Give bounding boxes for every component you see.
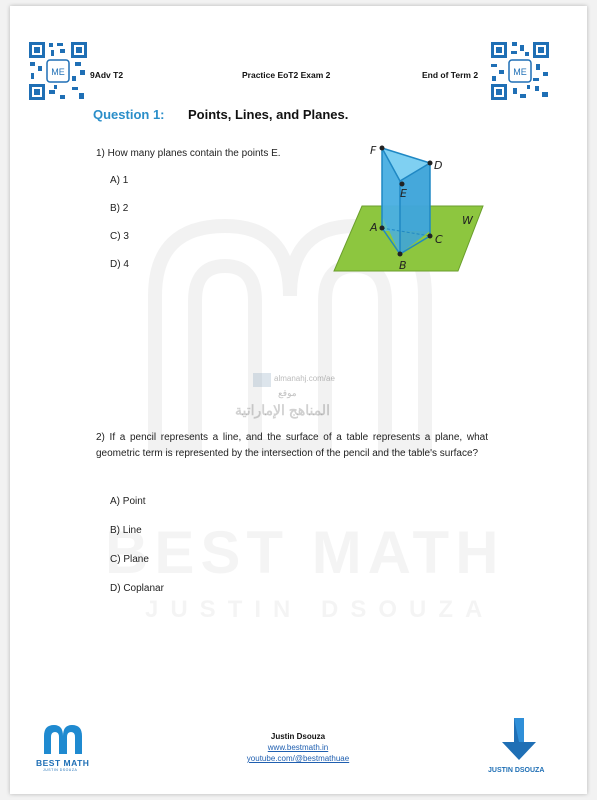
- label-f: F: [370, 144, 377, 157]
- exam-page: [10, 6, 587, 794]
- header-grade: 9Adv T2: [90, 70, 124, 80]
- almanahj-arabic: المناهج الإماراتية: [235, 402, 330, 418]
- header-exam-title: Practice EoT2 Exam 2: [242, 70, 331, 80]
- label-b: B: [399, 259, 407, 272]
- almanahj-arabic-top: موقع: [278, 388, 297, 398]
- qr-label-right: ME: [513, 67, 527, 77]
- watermark-sub: [145, 596, 494, 624]
- point-f: [380, 146, 385, 151]
- point-d: [428, 161, 433, 166]
- q1-option-a: A) 1: [110, 175, 129, 186]
- question-topic: Points, Lines, and Planes.: [188, 107, 349, 122]
- footer-logo-text: BEST MATH: [36, 758, 90, 768]
- justin-dsouza-logo-icon: [496, 716, 542, 762]
- q1-option-b: B) 2: [110, 203, 129, 214]
- q2-option-b: B) Line: [110, 525, 142, 536]
- point-c: [428, 234, 433, 239]
- footer-logo-sub: JUSTIN DSOUZA: [43, 768, 78, 772]
- point-a: [380, 226, 385, 231]
- best-math-logo-icon: [41, 722, 85, 756]
- label-w: W: [462, 214, 473, 227]
- footer-right-logo-text: JUSTIN DSOUZA: [488, 767, 545, 774]
- label-c: C: [435, 233, 443, 246]
- qr-code-right: [489, 40, 551, 102]
- qr-code-left: [27, 40, 89, 102]
- qr-label-left: ME: [51, 67, 65, 77]
- q2-option-a: A) Point: [110, 496, 146, 507]
- almanahj-url: almanahj.com/ae: [274, 374, 335, 383]
- label-a: A: [370, 221, 378, 234]
- prism-plane-figure: [322, 136, 492, 276]
- header-term: End of Term 2: [422, 70, 479, 80]
- q1-option-d: D) 4: [110, 259, 129, 270]
- q2-option-c: C) Plane: [110, 554, 149, 565]
- q1-option-c: C) 3: [110, 231, 129, 242]
- watermark-brand: [105, 518, 505, 587]
- q2-stem: 2) If a pencil represents a line, and the surface of a table represents a plane, what geometric term is represented by the intersection of the pencil and the table's surface?: [96, 432, 488, 459]
- point-e: [400, 182, 405, 187]
- label-d: D: [434, 159, 443, 172]
- q1-stem: 1) How many planes contain the points E.: [96, 148, 281, 159]
- footer-youtube-link[interactable]: youtube.com/@bestmathuae: [246, 754, 350, 763]
- label-e: E: [400, 187, 407, 200]
- point-b: [398, 252, 403, 257]
- footer-author: Justin Dsouza: [270, 732, 326, 741]
- almanahj-logo-icon: [253, 373, 271, 387]
- footer-website-link[interactable]: www.bestmath.in: [267, 743, 329, 752]
- question-heading: Question 1:: [93, 107, 165, 122]
- q2-option-d: D) Coplanar: [110, 583, 164, 594]
